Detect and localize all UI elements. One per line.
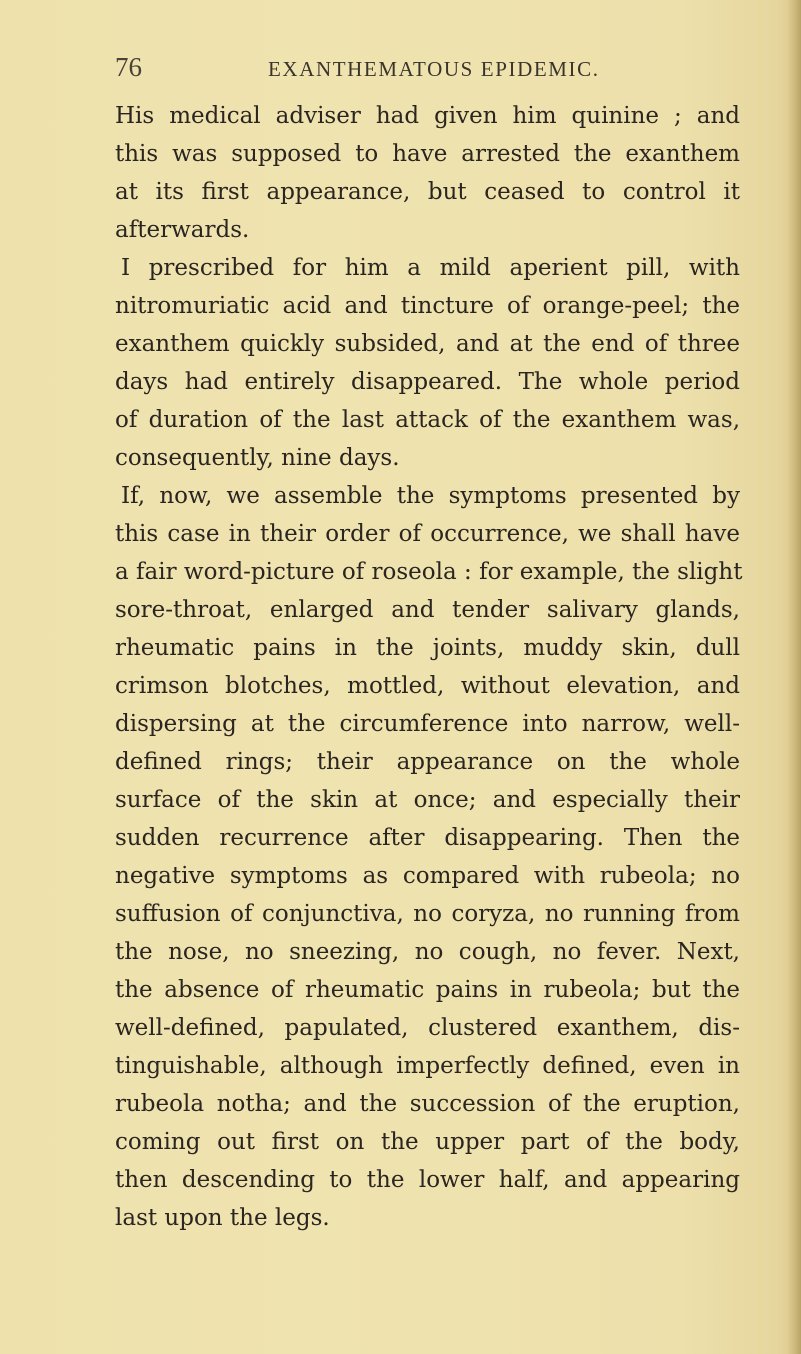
text-line: last upon the legs. [115,1205,330,1231]
text-line: dispersing at the circumference into narrow, well- [115,711,740,737]
text-line: rubeola notha; and the succession of the eruption, [115,1091,740,1117]
text-line: sudden recurrence after disappearing. Then the [115,825,740,851]
running-title: EXANTHEMATOUS EPIDEMIC. [268,57,600,81]
page-header [115,47,735,87]
text-line: sore-throat, enlarged and tender salivary glands, [115,597,740,623]
text-line: crimson blotches, mottled, without elevation, and [115,673,740,699]
text-line: this was supposed to have arrested the exanthem [115,141,740,167]
text-line: well-defined, papulated, clustered exanthem, dis- [115,1015,740,1041]
text-line: tinguishable, although imperfectly defined, even in [115,1053,740,1079]
body-text [115,97,743,1237]
text-line: a fair word-picture of roseola : for example, the slight [115,559,743,585]
text-line: His medical adviser had given him quinine ; and [115,103,740,129]
text-line: afterwards. [115,217,250,243]
text-line: days had entirely disappeared. The whole period [115,369,740,395]
text-line: of duration of the last attack of the exanthem was, [115,407,740,433]
page-edge-shadow [787,0,801,1354]
text-line: rheumatic pains in the joints, muddy skin, dull [115,635,740,661]
text-line: suffusion of conjunctiva, no coryza, no running from [115,901,740,927]
text-line: this case in their order of occurrence, we shall have [115,521,740,547]
text-line: the nose, no sneezing, no cough, no fever. Next, [115,939,740,965]
text-line: coming out first on the upper part of the body, [115,1129,740,1155]
text-line: nitromuriatic acid and tincture of orange-peel; the [115,293,740,319]
text-line: surface of the skin at once; and especially their [115,787,740,813]
text-line: exanthem quickly subsided, and at the end of three [115,331,740,357]
page-number: 76 [115,52,142,82]
text-line: consequently, nine days. [115,445,400,471]
text-line: defined rings; their appearance on the whole [115,749,740,775]
text-line: the absence of rheumatic pains in rubeola; but the [115,977,740,1003]
text-line: If, now, we assemble the symptoms presented by [121,483,740,509]
text-line: I prescribed for him a mild aperient pill, with [121,255,740,281]
text-line: then descending to the lower half, and appearing [115,1167,740,1193]
text-line: negative symptoms as compared with rubeola; no [115,863,740,889]
text-line: at its first appearance, but ceased to control it [115,179,740,205]
